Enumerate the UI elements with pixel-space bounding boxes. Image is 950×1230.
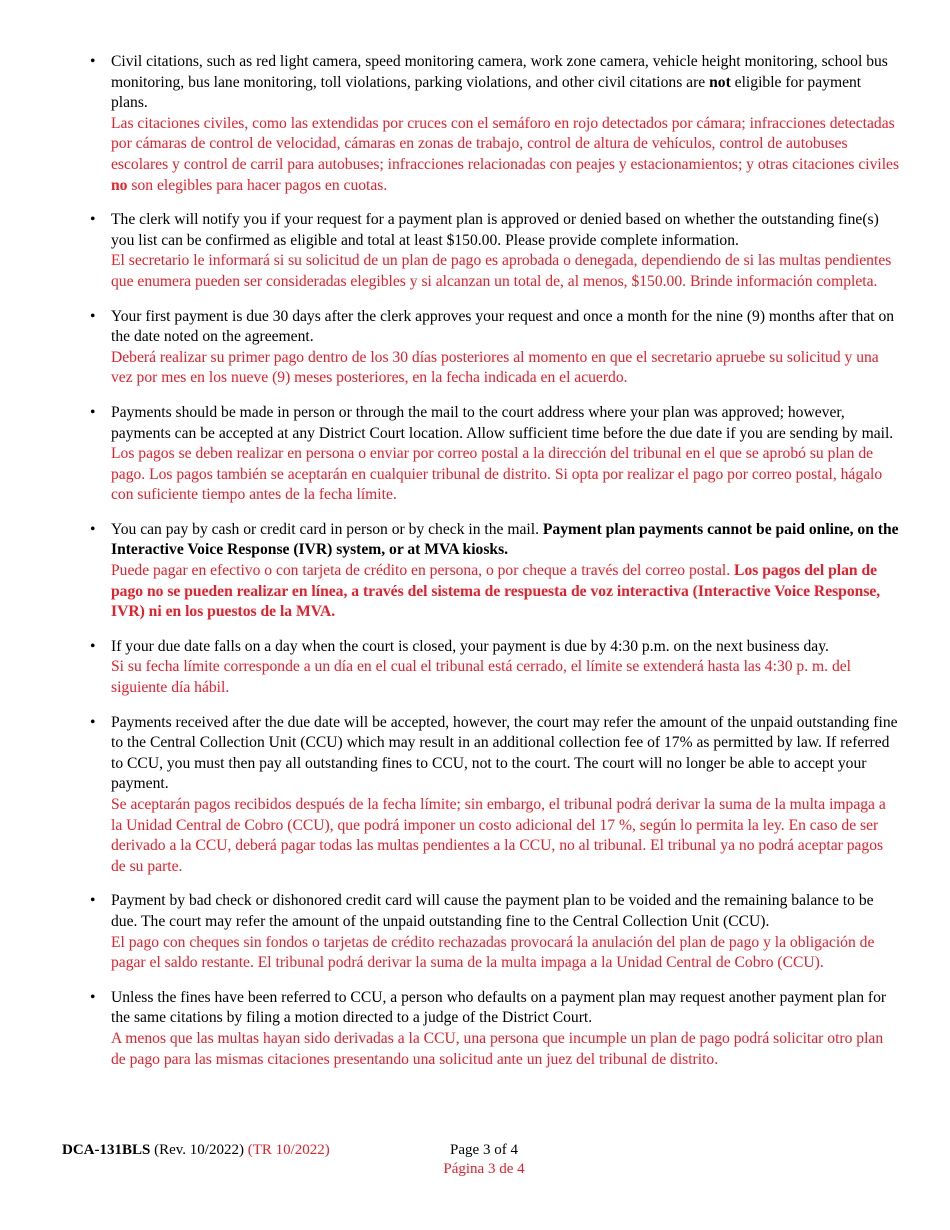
spanish-text: El pago con cheques sin fondos o tarjetas de crédito rechazadas provocará la anulación del plan de pago y la obligación de pagar el saldo restante. El tribunal podrá derivar la suma de la multa impaga a la Unidad Central de Cobro (CCU). bbox=[111, 933, 875, 972]
bullet-icon: • bbox=[90, 520, 96, 538]
bullet-icon: • bbox=[90, 892, 96, 910]
list-item bbox=[90, 713, 900, 878]
english-text: If your due date falls on a day when the court is closed, your payment is due by 4:30 p.m. on the next business day. bbox=[111, 637, 829, 655]
page-number bbox=[439, 1141, 529, 1179]
form-number: DCA-131BLS bbox=[62, 1142, 151, 1158]
form-id bbox=[62, 1141, 330, 1160]
page-number-english: Page 3 of 4 bbox=[450, 1142, 518, 1158]
spanish-text: Si su fecha límite corresponde a un día en el cual el tribunal está cerrado, el límite se extenderá hasta las 4:30 p. m. del siguiente día hábil. bbox=[111, 658, 852, 697]
list-item bbox=[90, 403, 900, 506]
translation-revision: (TR 10/2022) bbox=[247, 1142, 330, 1158]
spanish-text: Se aceptarán pagos recibidos después de la fecha límite; sin embargo, el tribunal podrá derivar la suma de la multa impaga a la Unidad Central de Cobro (CCU), que podrá imponer un costo adicional del 17 %, según lo permita la ley. En caso de ser derivado a la CCU, deberá pagar todas las multas pendientes a la CCU, no al tribunal. El tribunal ya no podrá aceptar pagos de su parte. bbox=[111, 796, 886, 875]
list-item bbox=[90, 210, 900, 292]
english-text: Payment by bad check or dishonored credit card will cause the payment plan to be voided and the remaining balance to be due. The court may refer the amount of the unpaid outstanding fine to the Central Collection Unit (CCU). bbox=[111, 892, 874, 930]
english-text: Payments should be made in person or through the mail to the court address where your plan was approved; however, payments can be accepted at any District Court location. Allow sufficient time before the due date if you are sending by mail. bbox=[111, 403, 894, 442]
bullet-icon: • bbox=[90, 988, 96, 1006]
english-text: You can pay by cash or credit card in person or by check in the mail. Payment plan payments cannot be paid online, on the Interactive Voice Response (IVR) system, or at MVA kiosks. bbox=[111, 520, 899, 559]
list-item bbox=[90, 988, 900, 1070]
bullet-icon: • bbox=[90, 403, 96, 421]
page-number-spanish: Página 3 de 4 bbox=[443, 1161, 525, 1177]
english-text: Unless the fines have been referred to CCU, a person who defaults on a payment plan may request another payment plan for the same citations by filing a motion directed to a judge of the District Court. bbox=[111, 988, 887, 1027]
bullet-icon: • bbox=[90, 713, 96, 731]
english-text: Civil citations, such as red light camera, speed monitoring camera, work zone camera, vehicle height monitoring, school bus monitoring, bus lane monitoring, toll violations, parking violations, and other civil citations are not eligible for payment plans. bbox=[111, 53, 888, 112]
spanish-text: Los pagos se deben realizar en persona o enviar por correo postal a la dirección del tribunal en el que se aprobó su plan de pago. Los pagos también se aceptarán en cualquier tribunal de distrito. Si opta por realizar el pago por correo postal, hágalo con suficiente tiempo antes de la fecha límite. bbox=[111, 445, 883, 504]
english-text: Payments received after the due date will be accepted, however, the court may refer the amount of the unpaid outstanding fine to the Central Collection Unit (CCU) which may result in an additional collection fee of 17% as permitted by law. If referred to CCU, you must then pay all outstanding fines to CCU, not to the court. The court will no longer be able to accept your payment. bbox=[111, 713, 898, 793]
bullet-icon: • bbox=[90, 53, 96, 70]
spanish-text: Deberá realizar su primer pago dentro de los 30 días posteriores al momento en que el secretario apruebe su solicitud y una vez por mes en los nueve (9) meses posteriores, en la fecha indicada en el acuerdo. bbox=[111, 348, 879, 387]
spanish-text: Las citaciones civiles, como las extendidas por cruces con el semáforo en rojo detectados por cámara; infracciones detectadas por cámaras de control de velocidad, cámaras en zonas de trabajo, control de altura de vehículos, control de autobuses escolares y control de carril para autobuses; infracciones relacionadas con peajes y estacionamientos; y otras citaciones civiles no son elegibles para hacer pagos en cuotas. bbox=[111, 114, 900, 194]
list-item bbox=[90, 307, 900, 389]
bullet-icon: • bbox=[90, 307, 96, 325]
spanish-text: A menos que las multas hayan sido derivadas a la CCU, una persona que incumple un plan de pago podrá solicitar otro plan de pago para las mismas citaciones presentando una solicitud ante un juez del tribunal de distrito. bbox=[111, 1029, 884, 1068]
english-text: Your first payment is due 30 days after the clerk approves your request and once a month for the nine (9) months after that on the date noted on the agreement. bbox=[111, 307, 895, 346]
form-revision: (Rev. 10/2022) bbox=[154, 1142, 244, 1158]
english-text: The clerk will notify you if your request for a payment plan is approved or denied based on whether the outstanding fine(s) you list can be confirmed as eligible and total at least $150.00. Please provide complete information. bbox=[111, 211, 879, 249]
list-item bbox=[90, 520, 900, 623]
list-item bbox=[90, 637, 900, 699]
bullet-icon: • bbox=[90, 637, 96, 655]
spanish-text: Puede pagar en efectivo o con tarjeta de crédito en persona, o por cheque a través del correo postal. Los pagos del plan de pago no se pueden realizar en línea, a través del sistema de respuesta de voz interactiva (Interactive Voice Response, IVR) ni en los puestos de la MVA. bbox=[111, 562, 881, 621]
payment-plan-rules-list bbox=[90, 52, 900, 1084]
list-item bbox=[90, 52, 900, 196]
list-item bbox=[90, 891, 900, 973]
spanish-text: El secretario le informará si su solicitud de un plan de pago es aprobada o denegada, dependiendo de si las multas pendientes que enumera pueden ser consideradas elegibles y si alcanzan un total de, al menos, $150.00. Brinde información completa. bbox=[111, 252, 892, 290]
bullet-icon: • bbox=[90, 211, 96, 229]
